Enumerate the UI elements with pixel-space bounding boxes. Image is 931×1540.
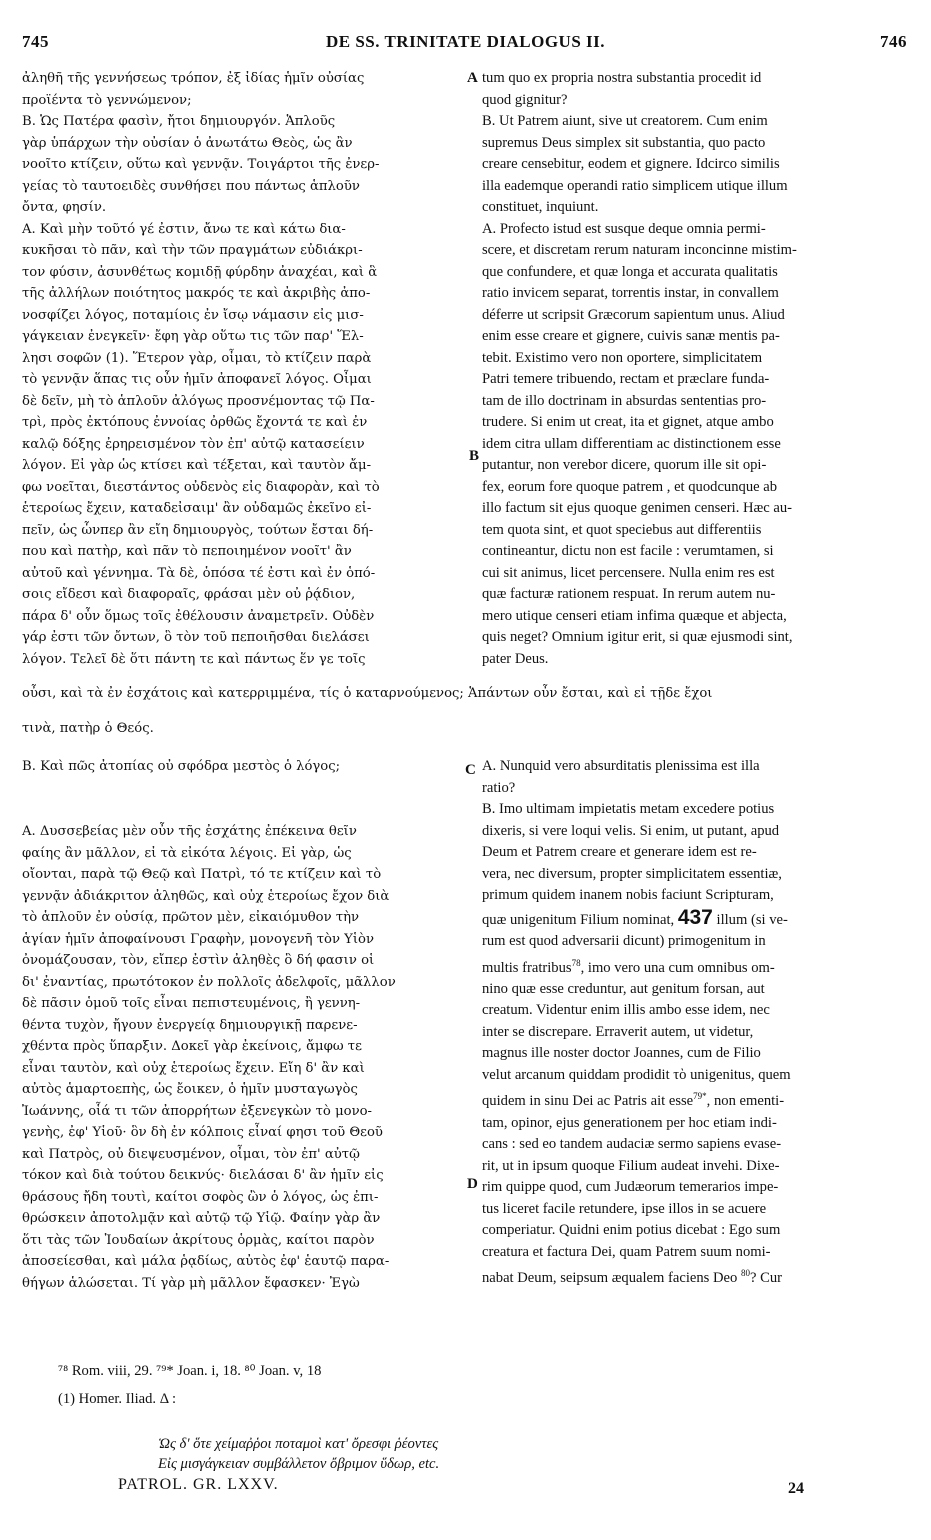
- greek-line: γάγκειαν ἐνεγκεῖν· ἔφη γὰρ οὕτω τις τῶν παρ' Ἕλ-: [22, 329, 364, 344]
- latin-line: creatura et factura Dei, quam Patrem suum nomi-: [482, 1243, 771, 1260]
- greek-line: πάρα δ' οὖν ὅμως τοῖς ἐθέλουσιν ἀναμετρεῖν. Οὐδὲν: [22, 608, 375, 624]
- latin-line: Patri temere tribuendo, rectam et præclare funda-: [482, 371, 770, 387]
- greek-line: γείας τὸ ταυτοειδὲς συνθήσει που πάντως ἁπλοῦν: [22, 178, 360, 194]
- latin-column-top: [482, 68, 910, 670]
- latin-line: que confundere, et quæ longa et accurata qualitatis: [482, 263, 778, 280]
- latin-line: illo factum sit ejus quoque genimen censeri. Hæc au-: [482, 500, 793, 516]
- section-marker-a: A: [467, 70, 478, 86]
- latin-line: rit, ut in ipsum quoque Filium audeat invehi. Dixe-: [482, 1157, 780, 1174]
- greek-line: νοσφίζει λόγος, ποταμίοις ἐν ἴσῳ νάμασιν εἰς μισ-: [22, 307, 364, 323]
- latin-line: tam de illo doctrinam in absurdas sententias pro-: [482, 392, 767, 409]
- greek-line: θέντα τυχὸν, ἤγουν ἐνεργείᾳ δημιουργικῇ παρενε-: [22, 1017, 358, 1033]
- full-width-lines: [22, 670, 913, 753]
- greek-line: A. Καὶ μὴν τοῦτό γέ ἐστιν, ἄνω τε καὶ κάτω δια-: [22, 221, 346, 237]
- latin-line: idem citra ullam differentiam ac distinctionem esse: [482, 435, 781, 452]
- latin-line: B. Ut Patrem aiunt, sive ut creatorem. Cum enim: [482, 113, 768, 129]
- greek-line: ὀνομάζουσαν, τὸν, εἴπερ ἐστὶν ἀληθὲς ὃ δή φασιν οἱ: [22, 953, 375, 968]
- latin-fragment: (si ve-: [750, 911, 788, 928]
- latin-line: contineantur, dictu non est facile : verumtamen, si: [482, 543, 774, 559]
- latin-line: cans : sed eo tandem audaciæ sermo sapiens evase-: [482, 1136, 782, 1153]
- greek-line: λόγον. Τελεῖ δὲ ὅτι πάντη τε καὶ πάντως ἕν γε τοῖς: [22, 651, 366, 667]
- greek-line: ἁγίαν ἡμῖν ἀποφαίνουσι Γραφὴν, μονογενῆ τὸν Υἱὸν: [22, 931, 374, 947]
- greek-line: σοις εἴδεσι καὶ διαφοραῖς, φράσαι μὲν οὐ ῥᾴδιον,: [22, 587, 356, 602]
- footer-signature: 24: [788, 1480, 804, 1497]
- latin-line: B. Imo ultimam impietatis metam excedere potius: [482, 801, 775, 817]
- latin-line: trudere. Si enim ut creat, ita et gignet, atque ambo: [482, 414, 774, 430]
- latin-line: dixeris, si vere loqui velis. Si enim, ut putant, apud: [482, 822, 780, 839]
- latin-line: scere, et discretam rerum naturam inconcinne mistim-: [482, 242, 797, 258]
- greek-line: τόκον καὶ διὰ τούτου δεικνύς· διελάσαι δ' ἂν ἡμῖν εἰς: [22, 1168, 384, 1183]
- full-width-line: τινὰ, πατὴρ ὁ Θεός.: [22, 720, 154, 736]
- column-number: 437: [677, 905, 713, 929]
- latin-line: comperiatur. Quidni enim potius dicebat : Ego sum: [482, 1222, 781, 1239]
- latin-line: creare censebitur, eodem et gignere. Idcirco similis: [482, 156, 780, 172]
- latin-line: A. Profecto istud est susque deque omnia permi-: [482, 220, 766, 237]
- greek-line: ὄντα, φησίν.: [22, 200, 107, 215]
- greek-line: προϊέντα τὸ γεννώμενον;: [22, 92, 192, 108]
- greek-line: γάρ ἐστι τῶν ὄντων, ὃ τὸν τοῦ πεποιῆσθαι διελάσει: [22, 630, 370, 645]
- greek-line: θρώσκειν ἀποτολμᾷν καὶ αὐτῷ τῷ Υἱῷ. Φαίην γὰρ ἂν: [22, 1211, 381, 1226]
- latin-line: tam, opinor, ejus generationem per hoc etiam indi-: [482, 1114, 777, 1131]
- greek-line: Ἰωάννης, οἷά τι τῶν ἀπορρήτων ἐξενεγκὼν τὸ μονο-: [22, 1103, 372, 1119]
- page: [18, 30, 913, 1510]
- latin-line: enim esse creare et gignere, cuivis sanæ mentis pa-: [482, 328, 780, 344]
- greek-line: που καὶ πατὴρ, καὶ πᾶν τὸ πεποιημένον νοοῖτ' ἂν: [22, 544, 352, 559]
- latin-line: tebit. Existimo vero non oportere, simplicitatem: [482, 349, 763, 366]
- greek-line: τῆς ἀλλήλων ποιότητος μακρός τε καὶ ἀκριβὴς ἀπο-: [22, 286, 371, 301]
- latin-fragment: multis fratribus: [482, 959, 572, 976]
- latin-fragment: , imo vero una cum omnibus om-: [580, 959, 775, 976]
- footnote-refs-line: ⁷⁸ Rom. viii, 29. ⁷⁹* Joan. i, 18. ⁸⁰ Joan. v, 18: [58, 1363, 322, 1379]
- latin-line: [482, 907, 910, 932]
- latin-line: quæ facturæ rationem respuat. In rerum autem nu-: [482, 586, 776, 602]
- greek-line: εἶναι ταυτὸν, καὶ οὐχ ἑτεροίως ἔχειν. Εἴη δ' ἂν καὶ: [22, 1060, 365, 1076]
- greek-line: λόγον. Εἰ γὰρ ὡς κτίσει καὶ τέξεται, καὶ ταυτὸν ἄμ-: [22, 458, 372, 473]
- greek-line: θήγων ἁλώσεται. Τί γὰρ μὴ μᾶλλον ἔφασκεν· Ἐγὼ: [22, 1275, 360, 1291]
- latin-line: inter se discrepare. Erraverit autem, ut videtur,: [482, 1023, 754, 1040]
- full-width-line: οὖσι, καὶ τὰ ἐν ἐσχάτοις καὶ κατερριμμένα, τίς ὁ καταρνούμενος; Ἁπάντων οὖν ἔσται, καὶ εἰ τῇδε ἔχοι: [22, 686, 713, 702]
- latin-line: fex, eorum fore quoque patrem , et quodcunque ab: [482, 478, 778, 495]
- citation-line: Ὡς δ' ὅτε χείμαῤῥοι ποταμοὶ κατ' ὄρεσφι ῥέοντες: [158, 1436, 439, 1452]
- greek-line: αὐτὸς ἁμαρτοεπὴς, ὡς ἔοικεν, ὁ ἡμῖν μυσταγωγὸς: [22, 1082, 358, 1097]
- latin-column-bottom: [482, 799, 910, 1290]
- greek-line: καὶ Πατρὸς, οὐ διεψευσμένον, οἶμαι, τὸν ἐπ' αὐτῷ: [22, 1146, 360, 1162]
- latin-line: illa eademque operandi ratio simplicem utique illum: [482, 177, 788, 194]
- latin-line: A. Nunquid vero absurditatis plenissima est illa: [482, 758, 760, 774]
- footnote-references: [58, 1360, 321, 1410]
- greek-line: τὸ ἁπλοῦν ἐν οὐσίᾳ, πρῶτον μὲν, εἰκαιόμυθον τὴν: [22, 910, 360, 925]
- page-number-right: 746: [880, 32, 907, 51]
- latin-line: tum quo ex propria nostra substantia procedit id: [482, 70, 762, 86]
- running-header: [18, 30, 913, 54]
- latin-line: déferre ut scripsit Græcorum sapientum unus. Aliud: [482, 306, 785, 323]
- latin-fragment: nabat Deum, seipsum æqualem faciens Deo: [482, 1270, 738, 1287]
- latin-line: tem quota sint, et quot speciebus aut differentiis: [482, 521, 762, 538]
- greek-line: λησι σοφῶν (1). Ἕτερον γὰρ, οἶμαι, τὸ κτίζειν παρὰ: [22, 350, 372, 366]
- latin-line: quod gignitur?: [482, 91, 568, 108]
- footnote-ref-79: 79*: [693, 1091, 707, 1102]
- footnote-ref-80: 80: [740, 1268, 750, 1279]
- latin-fragment: , non ementi-: [706, 1093, 785, 1110]
- greek-line: κυκῆσαι τὸ πᾶν, καὶ τὴν τῶν πραγμάτων εὐδιάκρι-: [22, 243, 363, 258]
- latin-line: [482, 1263, 910, 1289]
- latin-line: nino quæ esse creduntur, aut genitum forsan, aut: [482, 980, 765, 997]
- greek-line: αὐτοῦ καὶ γέννημα. Τὰ δὲ, ὁπόσα τέ ἐστι καὶ ἐν ὁπό-: [22, 565, 376, 581]
- latin-line: vera, nec diversum, propter simplicitatem essentiæ,: [482, 865, 782, 882]
- greek-line: γενὴς, ἐφ' Υἱοῦ· ὃν δὴ ἐν κόλποις εἶναί φησι τοῦ Θεοῦ: [22, 1125, 383, 1140]
- latin-line: cui sit animus, licet percensere. Nulla enim res est: [482, 564, 775, 581]
- latin-line: magnus ille noster doctor Joannes, cum de Filio: [482, 1045, 761, 1062]
- latin-line: velut arcanum quiddam prodidit τὸ unigenitus, quem: [482, 1066, 791, 1083]
- greek-line: φω νοεῖται, διεστάντος οὐδενὸς εἰς διαφορὰν, καὶ τὸ: [22, 479, 380, 495]
- greek-column-top: [22, 68, 465, 670]
- greek-line: A. Δυσσεβείας μὲν οὖν τῆς ἐσχάτης ἐπέκεινα θεῖν: [22, 824, 357, 839]
- latin-fragment: illum: [716, 911, 748, 928]
- greek-line: γὰρ ὑπάρχων τὴν οὐσίαν ὁ ἀνωτάτω Θεὸς, ὡς ἂν: [22, 135, 353, 151]
- latin-fragment: ? Cur: [749, 1270, 783, 1287]
- greek-line: δὲ πᾶσιν ὁμοῦ τοῖς εἶναι πεπιστευμένοις, ἢ γεννη-: [22, 996, 361, 1011]
- latin-line: tus liceret facile retundere, ipse illos in se acuere: [482, 1200, 767, 1217]
- greek-line: ἀληθῆ τῆς γεννήσεως τρόπον, ἐξ ἰδίας ἡμῖν οὐσίας: [22, 71, 365, 86]
- latin-line: primum quidem inanem nobis faciunt Scripturam,: [482, 887, 774, 903]
- latin-line: [482, 953, 910, 979]
- greek-line: τὸ γεννᾷν ἅπας τις οὖν ἡμῖν ἀποφανεῖ λόγος. Οἶμαι: [22, 372, 372, 387]
- greek-line: ἑτεροίως ἔχειν, καταδεἰσαιμ' ἂν οὐδαμῶς ἐκεῖνο εἰ-: [22, 501, 372, 516]
- greek-question-b: [22, 756, 465, 778]
- greek-line: φαίης ἂν μᾶλλον, εἰ τὰ εἰκότα λέγοις. Εἰ γὰρ, ὡς: [22, 845, 352, 861]
- latin-line: Deum et Patrem creare et generare idem est re-: [482, 844, 757, 860]
- latin-question-a: [482, 756, 910, 799]
- latin-line: [482, 1086, 910, 1112]
- latin-line: rum est quod adversarii dicunt) primogenitum in: [482, 933, 766, 949]
- greek-line: γεννᾷν ἀδιάκριτον ἀληθῶς, καὶ οὐχ ἑτεροίως ἔχον διὰ: [22, 888, 390, 904]
- greek-line: τον φύσιν, ἀσυνθέτως κομιδῇ φύρδην ἀναχέαι, καὶ ἃ: [22, 264, 378, 280]
- greek-column-bottom: [22, 821, 465, 1294]
- latin-line: pater Deus.: [482, 650, 549, 667]
- greek-line: ἀποσείεσθαι, καὶ μάλα ῥᾳδίως, αὐτὸς ἐφ' ἑαυτῷ παρα-: [22, 1254, 390, 1269]
- page-title: DE SS. TRINITATE DIALOGUS II.: [325, 32, 606, 51]
- homer-citation: [158, 1434, 439, 1474]
- latin-fragment: quidem in sinu Dei ac Patris ait esse: [482, 1093, 694, 1110]
- latin-line: supremus Deus simplex sit substantia, quo pacto: [482, 134, 766, 151]
- section-marker-c: C: [465, 762, 476, 778]
- latin-line: ratio invicem separat, torrentis instar, in convallem: [482, 285, 779, 301]
- footer-volume: PATROL. GR. LXXV.: [118, 1476, 279, 1493]
- greek-line: οἴονται, παρὰ τῷ Θεῷ καὶ Πατρὶ, τό τε κτίζειν καὶ τὸ: [22, 867, 382, 882]
- latin-line: quis neget? Omnium igitur erit, si quæ ejusmodi sint,: [482, 629, 793, 645]
- latin-line: rim quippe quod, cum Judæorum temerarios impe-: [482, 1179, 779, 1196]
- greek-line: θράσους ἤδη τουτὶ, καίτοι σοφὸς ὢν ὁ λόγος, ὡς ἐπι-: [22, 1189, 379, 1205]
- latin-line: putantur, non verebor dicere, quorum ille sit opi-: [482, 457, 767, 473]
- greek-line: B. Καὶ πῶς ἀτοπίας οὐ σφόδρα μεστὸς ὁ λόγος;: [22, 759, 341, 774]
- greek-line: πεῖν, ὡς ὧνπερ ἂν εἴη δημιουργὸς, τούτων ἔσται δή-: [22, 522, 374, 538]
- page-number-left: 745: [22, 32, 49, 51]
- greek-line: καλῷ δόξης ἐρηρεισμένον τὸν ἐπ' αὐτῷ κατασείειν: [22, 436, 365, 452]
- latin-line: mero utique censeri etiam infima quæque et abjecta,: [482, 607, 787, 624]
- latin-line: creatum. Videntur enim illis ambo esse idem, nec: [482, 1002, 770, 1019]
- greek-line: νοοῖτο κτίζειν, οὕτω καὶ γεννᾷν. Τοιγάρτοι τῆς ἐνερ-: [22, 157, 380, 172]
- greek-line: χθέντα πρὸς ὕπαρξιν. Δοκεῖ γὰρ ἐκείνοις, ἄμφω τε: [22, 1039, 362, 1054]
- latin-line: constituet, inquiunt.: [482, 199, 599, 215]
- greek-line: δι' ἐναντίας, πρωτότοκον ἐν πολλοῖς ἀδελφοῖς, μᾶλλον: [22, 974, 396, 990]
- greek-line: τρὶ, πρὸς ἐκτόπους ἐννοίας ὀρθῶς ἔχοντά τε καὶ ἐν: [22, 415, 368, 430]
- greek-line: B. Ὡς Πατέρα φασὶν, ἤτοι δημιουργόν. Ἁπλοῦς: [22, 114, 336, 129]
- greek-line: δὲ δεῖν, μὴ τὸ ἁπλοῦν ἀλόγως προσνέμοντας τῷ Πα-: [22, 393, 375, 409]
- section-marker-b: B: [469, 448, 480, 464]
- latin-line: ratio?: [482, 779, 516, 796]
- footnote-ref-78: 78: [571, 957, 581, 968]
- greek-line: ὅτι τὰς τῶν Ἰουδαίων ἀκρίτους ὁρμὰς, καίτοι παρὸν: [22, 1232, 375, 1248]
- section-marker-d: D: [467, 1176, 478, 1192]
- latin-fragment: quæ unigenitum Filium nominat,: [482, 911, 675, 928]
- citation-line: Εἰς μισγάγκειαν συμβάλλετον ὄβριμον ὕδωρ, etc.: [158, 1456, 440, 1472]
- footnote-homer: (1) Homer. Iliad. Δ :: [58, 1391, 177, 1407]
